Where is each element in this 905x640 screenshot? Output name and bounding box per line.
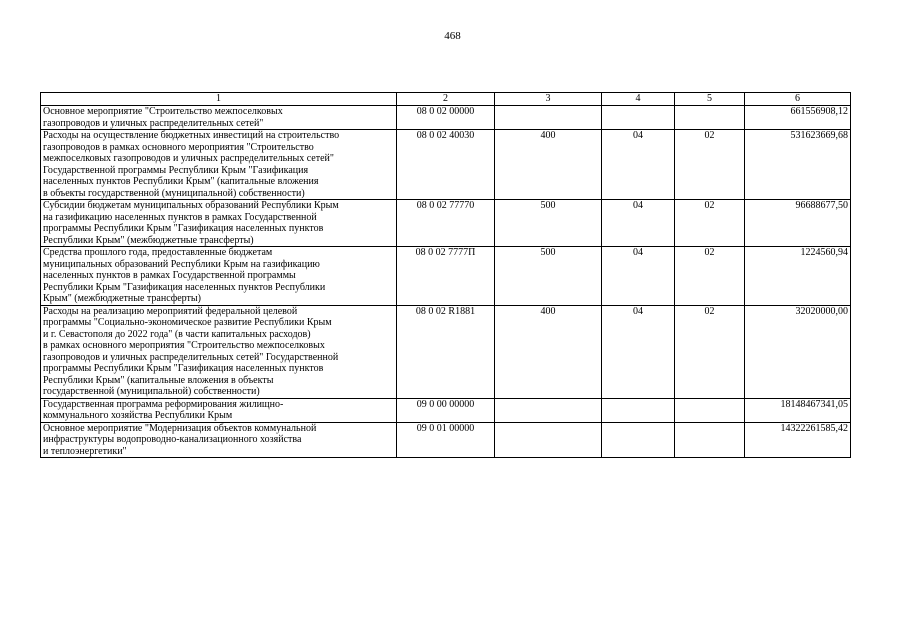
row-section: 04 bbox=[602, 305, 675, 398]
row-section: 04 bbox=[602, 130, 675, 200]
row-subsection: 02 bbox=[675, 247, 745, 306]
row-amount: 18148467341,05 bbox=[745, 398, 851, 422]
row-amount: 531623669,68 bbox=[745, 130, 851, 200]
row-name: Расходы на осуществление бюджетных инвестиций на строительство газопроводов в рамках основного мероприятия "Строительство межпоселковых газопроводов и уличных распределительных сетей" Государственной программы Республики Крым "Газификация населенных пунктов Республики Крым" (капитальные вложения в объекты государственной (муниципальной) собственности) bbox=[41, 130, 397, 200]
table-row bbox=[41, 398, 851, 422]
row-section bbox=[602, 398, 675, 422]
row-code: 09 0 00 00000 bbox=[397, 398, 495, 422]
row-subsection: 02 bbox=[675, 200, 745, 247]
row-amount: 32020000,00 bbox=[745, 305, 851, 398]
row-code: 08 0 02 00000 bbox=[397, 106, 495, 130]
row-section bbox=[602, 422, 675, 458]
row-expense-type: 400 bbox=[495, 130, 602, 200]
row-section bbox=[602, 106, 675, 130]
row-name: Расходы на реализацию мероприятий федеральной целевой программы "Социально-экономическое развитие Республики Крым и г. Севастополя до 2022 года" (в части капитальных расходов) в рамках основного мероприятия "Строительство межпоселковых газопроводов и уличных распределительных сетей" Государственной программы Республики Крым "Газификация населенных пунктов Республики Крым" (капитальные вложения в объекты государственной (муниципальной) собственности) bbox=[41, 305, 397, 398]
row-code: 08 0 02 77770 bbox=[397, 200, 495, 247]
row-expense-type bbox=[495, 106, 602, 130]
row-name: Основное мероприятие "Строительство межпоселковых газопроводов и уличных распределительных сетей" bbox=[41, 106, 397, 130]
column-header-1: 1 bbox=[41, 93, 397, 106]
budget-table bbox=[40, 92, 851, 458]
row-amount: 661556908,12 bbox=[745, 106, 851, 130]
table-row bbox=[41, 130, 851, 200]
row-subsection: 02 bbox=[675, 305, 745, 398]
row-expense-type bbox=[495, 398, 602, 422]
row-subsection bbox=[675, 106, 745, 130]
row-amount: 1224560,94 bbox=[745, 247, 851, 306]
table-row bbox=[41, 200, 851, 247]
row-subsection: 02 bbox=[675, 130, 745, 200]
column-header-4: 4 bbox=[602, 93, 675, 106]
row-code: 09 0 01 00000 bbox=[397, 422, 495, 458]
row-code: 08 0 02 7777П bbox=[397, 247, 495, 306]
row-expense-type bbox=[495, 422, 602, 458]
row-name: Государственная программа реформирования жилищно- коммунального хозяйства Республики Крым bbox=[41, 398, 397, 422]
row-name: Субсидии бюджетам муниципальных образований Республики Крым на газификацию населенных пунктов в рамках Государственной программы Республики Крым "Газификация населенных пунктов Республики Крым" (межбюджетные трансферты) bbox=[41, 200, 397, 247]
row-name: Средства прошлого года, предоставленные бюджетам муниципальных образований Республики Крым на газификацию населенных пунктов в рамках Государственной программы Республики Крым "Газификация населенных пунктов Республики Крым" (межбюджетные трансферты) bbox=[41, 247, 397, 306]
page-number: 468 bbox=[444, 30, 461, 42]
column-header-2: 2 bbox=[397, 93, 495, 106]
row-amount: 14322261585,42 bbox=[745, 422, 851, 458]
column-number-row bbox=[41, 93, 851, 106]
column-header-3: 3 bbox=[495, 93, 602, 106]
table-row bbox=[41, 305, 851, 398]
row-code: 08 0 02 40030 bbox=[397, 130, 495, 200]
row-subsection bbox=[675, 422, 745, 458]
column-header-6: 6 bbox=[745, 93, 851, 106]
table-row bbox=[41, 247, 851, 306]
row-code: 08 0 02 R1881 bbox=[397, 305, 495, 398]
row-expense-type: 400 bbox=[495, 305, 602, 398]
row-subsection bbox=[675, 398, 745, 422]
row-section: 04 bbox=[602, 247, 675, 306]
table-row bbox=[41, 422, 851, 458]
row-expense-type: 500 bbox=[495, 200, 602, 247]
table-row bbox=[41, 106, 851, 130]
row-name: Основное мероприятие "Модернизация объектов коммунальной инфраструктуры водопроводно-канализационного хозяйства и теплоэнергетики" bbox=[41, 422, 397, 458]
row-amount: 96688677,50 bbox=[745, 200, 851, 247]
row-expense-type: 500 bbox=[495, 247, 602, 306]
column-header-5: 5 bbox=[675, 93, 745, 106]
row-section: 04 bbox=[602, 200, 675, 247]
